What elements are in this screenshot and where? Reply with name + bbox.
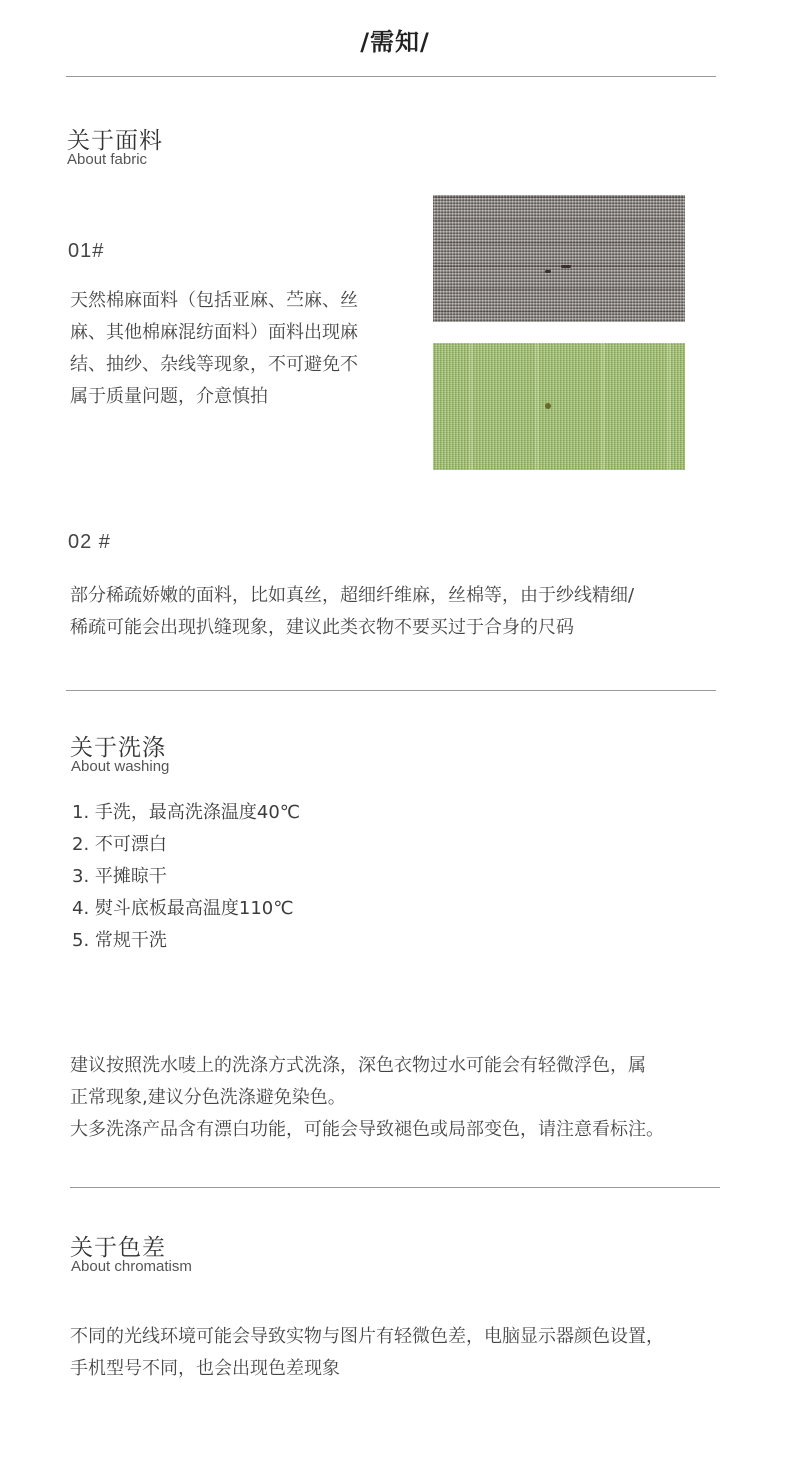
washing-instructions-list xyxy=(72,797,572,957)
washing-list-item: 5. 常规干洗 xyxy=(72,930,167,951)
washing-note-line: 大多洗涤产品含有漂白功能，可能会导致褪色或局部变色，请注意看标注。 xyxy=(70,1119,664,1140)
fabric-item-2-line: 稀疏可能会出现扒缝现象，建议此类衣物不要买过于合身的尺码 xyxy=(70,617,574,638)
washing-note-line: 正常现象,建议分色洗涤避免染色。 xyxy=(70,1087,346,1108)
fabric-slub xyxy=(545,270,551,273)
chromatism-line: 手机型号不同，也会出现色差现象 xyxy=(70,1358,340,1379)
chromatism-heading-cn: 关于色差 xyxy=(70,1235,166,1261)
washing-list-item: 4. 熨斗底板最高温度110℃ xyxy=(72,898,294,919)
chromatism-text xyxy=(70,1321,785,1385)
divider-top xyxy=(66,76,716,77)
chromatism-line: 不同的光线环境可能会导致实物与图片有轻微色差，电脑显示器颜色设置， xyxy=(70,1326,664,1347)
fabric-item-text-1 xyxy=(70,285,410,413)
fabric-item-1-line: 天然棉麻面料（包括亚麻、苎麻、丝 xyxy=(70,290,358,311)
green-linen-swatch-image xyxy=(433,343,685,470)
fabric-item-number-2: 02 # xyxy=(68,531,111,553)
fabric-item-1-line: 属于质量问题，介意慎拍 xyxy=(70,386,268,407)
washing-notes xyxy=(70,1050,785,1146)
fabric-item-1-line: 麻、其他棉麻混纺面料）面料出现麻 xyxy=(70,322,358,343)
fabric-item-number-1: 01# xyxy=(68,240,105,262)
fabric-nub xyxy=(545,403,551,409)
fabric-item-1-line: 结、抽纱、杂线等现象，不可避免不 xyxy=(70,354,358,375)
fabric-heading-en: About fabric xyxy=(67,151,148,168)
washing-list-item: 3. 平摊晾干 xyxy=(72,866,167,887)
fabric-heading-cn: 关于面料 xyxy=(67,128,163,154)
washing-heading-en: About washing xyxy=(71,758,170,775)
divider-washing xyxy=(70,1187,720,1188)
fabric-item-text-2 xyxy=(70,580,770,644)
washing-heading-cn: 关于洗涤 xyxy=(70,735,166,761)
washing-note-line: 建议按照洗水唛上的洗涤方式洗涤，深色衣物过水可能会有轻微浮色，属 xyxy=(70,1055,646,1076)
fabric-slub xyxy=(561,265,571,268)
fabric-item-2-line: 部分稀疏娇嫩的面料，比如真丝，超细纤维麻，丝棉等，由于纱线精细/ xyxy=(70,585,635,606)
page-title: /需知/ xyxy=(360,28,430,56)
washing-list-item: 2. 不可漂白 xyxy=(72,834,167,855)
divider-fabric xyxy=(66,690,716,691)
grey-linen-swatch-image xyxy=(433,195,685,322)
washing-list-item: 1. 手洗，最高洗涤温度40℃ xyxy=(72,802,301,823)
chromatism-heading-en: About chromatism xyxy=(71,1258,192,1275)
